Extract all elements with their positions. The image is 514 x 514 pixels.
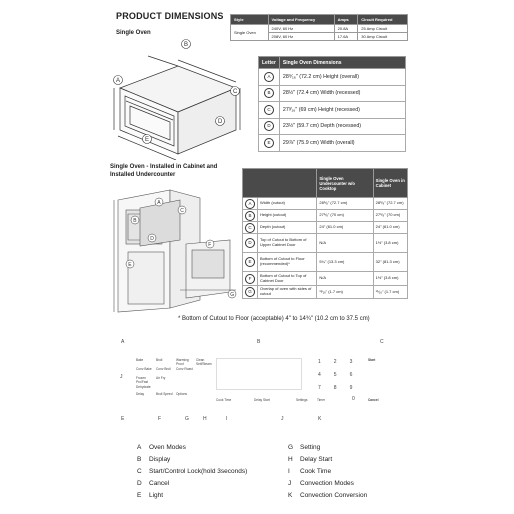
panel-letter-h: H bbox=[203, 416, 207, 422]
dims-letter: E bbox=[264, 138, 274, 148]
inst-under: ¹¹⁄₁₆" (1.7 cm) bbox=[317, 286, 373, 299]
legend-label: Convection Conversion bbox=[300, 492, 368, 499]
key-0[interactable]: 0 bbox=[352, 396, 355, 402]
dims-value: 29⅞" (75.9 cm) Width (overall) bbox=[279, 135, 405, 152]
install-letter-g: G bbox=[230, 292, 235, 298]
install-letter-a: A bbox=[157, 200, 161, 206]
inst-letter: A bbox=[245, 199, 255, 209]
legend-key: A bbox=[137, 444, 142, 451]
key-2[interactable]: 2 bbox=[333, 359, 337, 365]
oven-mode-buttons bbox=[136, 358, 216, 401]
panel-letter-e: E bbox=[121, 416, 125, 422]
panel-letter-j: J bbox=[120, 374, 123, 380]
spec-voltage-cell: 208V, 60 Hz bbox=[268, 33, 334, 41]
inst-header-undercounter: Single Oven Undercounter w/o Cooktop bbox=[317, 169, 373, 198]
inst-letter: D bbox=[245, 238, 255, 248]
spec-header-amps: Amps bbox=[334, 15, 358, 25]
key-1[interactable]: 1 bbox=[318, 359, 321, 365]
legend-label: Delay Start bbox=[300, 456, 333, 463]
install-letter-b: B bbox=[133, 218, 137, 224]
bake-button[interactable]: Bake bbox=[136, 358, 144, 362]
spec-circuit-cell: 25 Amp Circuit bbox=[358, 25, 408, 33]
installation-dimensions-table bbox=[242, 168, 408, 299]
delay-start-button[interactable]: Delay Start bbox=[254, 398, 270, 402]
legend-label: Cancel bbox=[149, 480, 170, 487]
display-panel bbox=[216, 358, 302, 390]
single-oven-drawing bbox=[108, 36, 248, 160]
spec-circuit-cell: 30 Amp Circuit bbox=[358, 33, 408, 41]
panel-letter-a: A bbox=[121, 339, 125, 345]
clean-button[interactable]: Clean Self/Steam bbox=[196, 358, 212, 366]
diagram-letter-e: E bbox=[145, 137, 150, 143]
footnote: * Bottom of Cutout to Floor (acceptable) 4" to 14¾" (10.2 cm to 37.5 cm) bbox=[178, 316, 370, 322]
install-letter-d: D bbox=[150, 236, 154, 242]
legend-label: Display bbox=[149, 456, 171, 463]
dims-value: 23½" (59.7 cm) Depth (recessed) bbox=[279, 118, 405, 135]
dims-letter: A bbox=[264, 72, 274, 82]
conv-broil-button[interactable]: Conv Broil bbox=[156, 367, 171, 371]
inst-letter: B bbox=[245, 211, 255, 221]
diagram-letter-a: A bbox=[116, 78, 121, 84]
spec-style-cell: Single Oven bbox=[231, 25, 269, 41]
spec-header-style: Style bbox=[231, 15, 269, 25]
inst-header-blank bbox=[243, 169, 317, 198]
legend-left bbox=[137, 444, 297, 508]
spec-header-voltage: Voltage and Frequency bbox=[268, 15, 334, 25]
dims-value: 27³⁄₁₆" (69 cm) Height (recessed) bbox=[279, 102, 405, 119]
install-heading-line: Single Oven - Installed in Cabinet and bbox=[110, 164, 218, 170]
legend-right bbox=[288, 444, 408, 508]
install-heading-line: Installed Undercounter bbox=[110, 171, 176, 178]
legend-key: I bbox=[288, 468, 290, 475]
key-9[interactable]: 9 bbox=[349, 385, 353, 391]
key-5[interactable]: 5 bbox=[333, 372, 337, 378]
legend-key: K bbox=[288, 492, 293, 499]
panel-letter-g: G bbox=[185, 416, 189, 422]
inst-cabinet: 27⁵⁄₈" (70 cm) bbox=[373, 210, 407, 222]
inst-label: Height (cutout) bbox=[258, 210, 317, 222]
diagram-letter-b: B bbox=[184, 42, 189, 48]
inst-under: 27⁵⁄₈" (70 cm) bbox=[317, 210, 373, 222]
panel-letter-c: C bbox=[380, 339, 384, 345]
single-oven-label: Single Oven bbox=[116, 30, 151, 36]
panel-letter-j2: J bbox=[281, 416, 284, 422]
key-6[interactable]: 6 bbox=[349, 372, 353, 378]
start-button[interactable]: Start bbox=[368, 358, 376, 362]
inst-letter: C bbox=[245, 223, 255, 233]
inst-label: Overlap of oven with sides of cutout bbox=[258, 286, 317, 299]
inst-letter: F bbox=[245, 274, 255, 284]
legend-key: B bbox=[137, 456, 142, 463]
install-heading bbox=[110, 164, 217, 179]
numeric-keypad bbox=[318, 356, 352, 395]
panel-letter-i: I bbox=[226, 416, 228, 422]
diagram-letter-c: C bbox=[233, 89, 238, 95]
broil-speed-button[interactable]: Broil Speed bbox=[156, 392, 173, 396]
key-3[interactable]: 3 bbox=[349, 359, 353, 365]
panel-letter-b: B bbox=[257, 339, 261, 345]
frozen-button[interactable]: Frozen Pro/Fast bbox=[136, 376, 149, 384]
conv-roast-button[interactable]: Conv Roast bbox=[176, 367, 193, 371]
inst-label: Width (cutout) bbox=[258, 198, 317, 210]
legend-label: Cook Time bbox=[300, 468, 332, 475]
panel-letter-k: K bbox=[318, 416, 322, 422]
install-letter-c: C bbox=[180, 208, 184, 214]
inst-under: N/A bbox=[317, 272, 373, 286]
legend-label: Oven Modes bbox=[149, 444, 186, 451]
inst-label: Top of Cutout to Bottom of Upper Cabinet Door bbox=[258, 234, 317, 253]
install-letter-e: E bbox=[128, 262, 132, 268]
installed-cabinet-drawing bbox=[110, 180, 242, 315]
legend-key: D bbox=[137, 480, 142, 487]
inst-under: 28⁵⁄₈" (72.7 cm) bbox=[317, 198, 373, 210]
electrical-spec-table bbox=[230, 14, 408, 41]
key-7[interactable]: 7 bbox=[318, 385, 321, 391]
legend-key: C bbox=[137, 468, 142, 475]
inst-cabinet: 1½" (3.8 cm) bbox=[373, 272, 407, 286]
diagram-letter-d: D bbox=[218, 119, 223, 125]
air-fry-button[interactable]: Air Fry bbox=[156, 376, 166, 380]
spec-header-circuit: Circuit Required bbox=[358, 15, 408, 25]
inst-under: 24" (61.0 cm) bbox=[317, 222, 373, 234]
spec-voltage-cell: 240V, 60 Hz bbox=[268, 25, 334, 33]
dims-value: 28½" (72.4 cm) Width (recessed) bbox=[279, 85, 405, 102]
inst-label: Bottom of Cutout to Floor (recommended)* bbox=[258, 253, 317, 272]
inst-cabinet: 24" (61.0 cm) bbox=[373, 222, 407, 234]
legend-key: E bbox=[137, 492, 142, 499]
conv-bake-button[interactable]: Conv Bake bbox=[136, 367, 152, 371]
inst-under: 5¼" (13.3 cm) bbox=[317, 253, 373, 272]
inst-label: Bottom of Cutout to Top of Cabinet Door bbox=[258, 272, 317, 286]
timer-button[interactable]: Timer bbox=[317, 398, 326, 402]
inst-header-cabinet: Single Oven in Cabinet bbox=[373, 169, 407, 198]
dims-letter: B bbox=[264, 88, 274, 98]
panel-letter-f: F bbox=[158, 416, 162, 422]
key-4[interactable]: 4 bbox=[318, 372, 321, 378]
install-letter-f: F bbox=[208, 242, 212, 248]
warming-proof-button[interactable]: Warming Proof bbox=[176, 358, 189, 366]
key-8[interactable]: 8 bbox=[333, 385, 337, 391]
legend-label: Start/Control Lock(hold 3seconds) bbox=[149, 468, 248, 475]
inst-cabinet: 28⁵⁄₈" (72.7 cm) bbox=[373, 198, 407, 210]
single-oven-dimensions-table bbox=[258, 56, 406, 152]
settings-button[interactable]: Settings bbox=[296, 398, 308, 402]
legend-key: H bbox=[288, 456, 293, 463]
spec-amps-cell: 17.6A bbox=[334, 33, 358, 41]
legend-key: J bbox=[288, 480, 292, 487]
dims-header-letter: Letter bbox=[259, 57, 280, 69]
legend-label: Light bbox=[149, 492, 164, 499]
inst-cabinet: 1½" (3.8 cm) bbox=[373, 234, 407, 253]
dims-letter: C bbox=[264, 105, 274, 115]
inst-label: Depth (cutout) bbox=[258, 222, 317, 234]
spec-amps-cell: 20.8A bbox=[334, 25, 358, 33]
dehydrate-button[interactable]: Dehydrate bbox=[136, 385, 151, 389]
legend-label: Setting bbox=[300, 444, 321, 451]
cancel-button[interactable]: Cancel bbox=[368, 398, 379, 402]
inst-letter: E bbox=[245, 257, 255, 267]
dims-value: 28⁹⁄₁₆" (72.2 cm) Height (overall) bbox=[279, 69, 405, 86]
legend-key: G bbox=[288, 444, 294, 451]
legend-label: Convection Modes bbox=[300, 480, 354, 487]
dims-letter: D bbox=[264, 121, 274, 131]
inst-letter: G bbox=[245, 287, 255, 297]
broil-button[interactable]: Broil bbox=[156, 358, 163, 362]
dims-header-desc: Single Oven Dimensions bbox=[279, 57, 405, 69]
options-button[interactable]: Options bbox=[176, 392, 187, 396]
inst-cabinet: ¹¹⁄₁₆" (1.7 cm) bbox=[373, 286, 407, 299]
page-title: PRODUCT DIMENSIONS bbox=[116, 11, 224, 21]
delay-button[interactable]: Delay bbox=[136, 392, 145, 396]
cook-time-button[interactable]: Cook Time bbox=[216, 398, 232, 402]
inst-cabinet: 32" (81.3 cm) bbox=[373, 253, 407, 272]
inst-under: N/A bbox=[317, 234, 373, 253]
